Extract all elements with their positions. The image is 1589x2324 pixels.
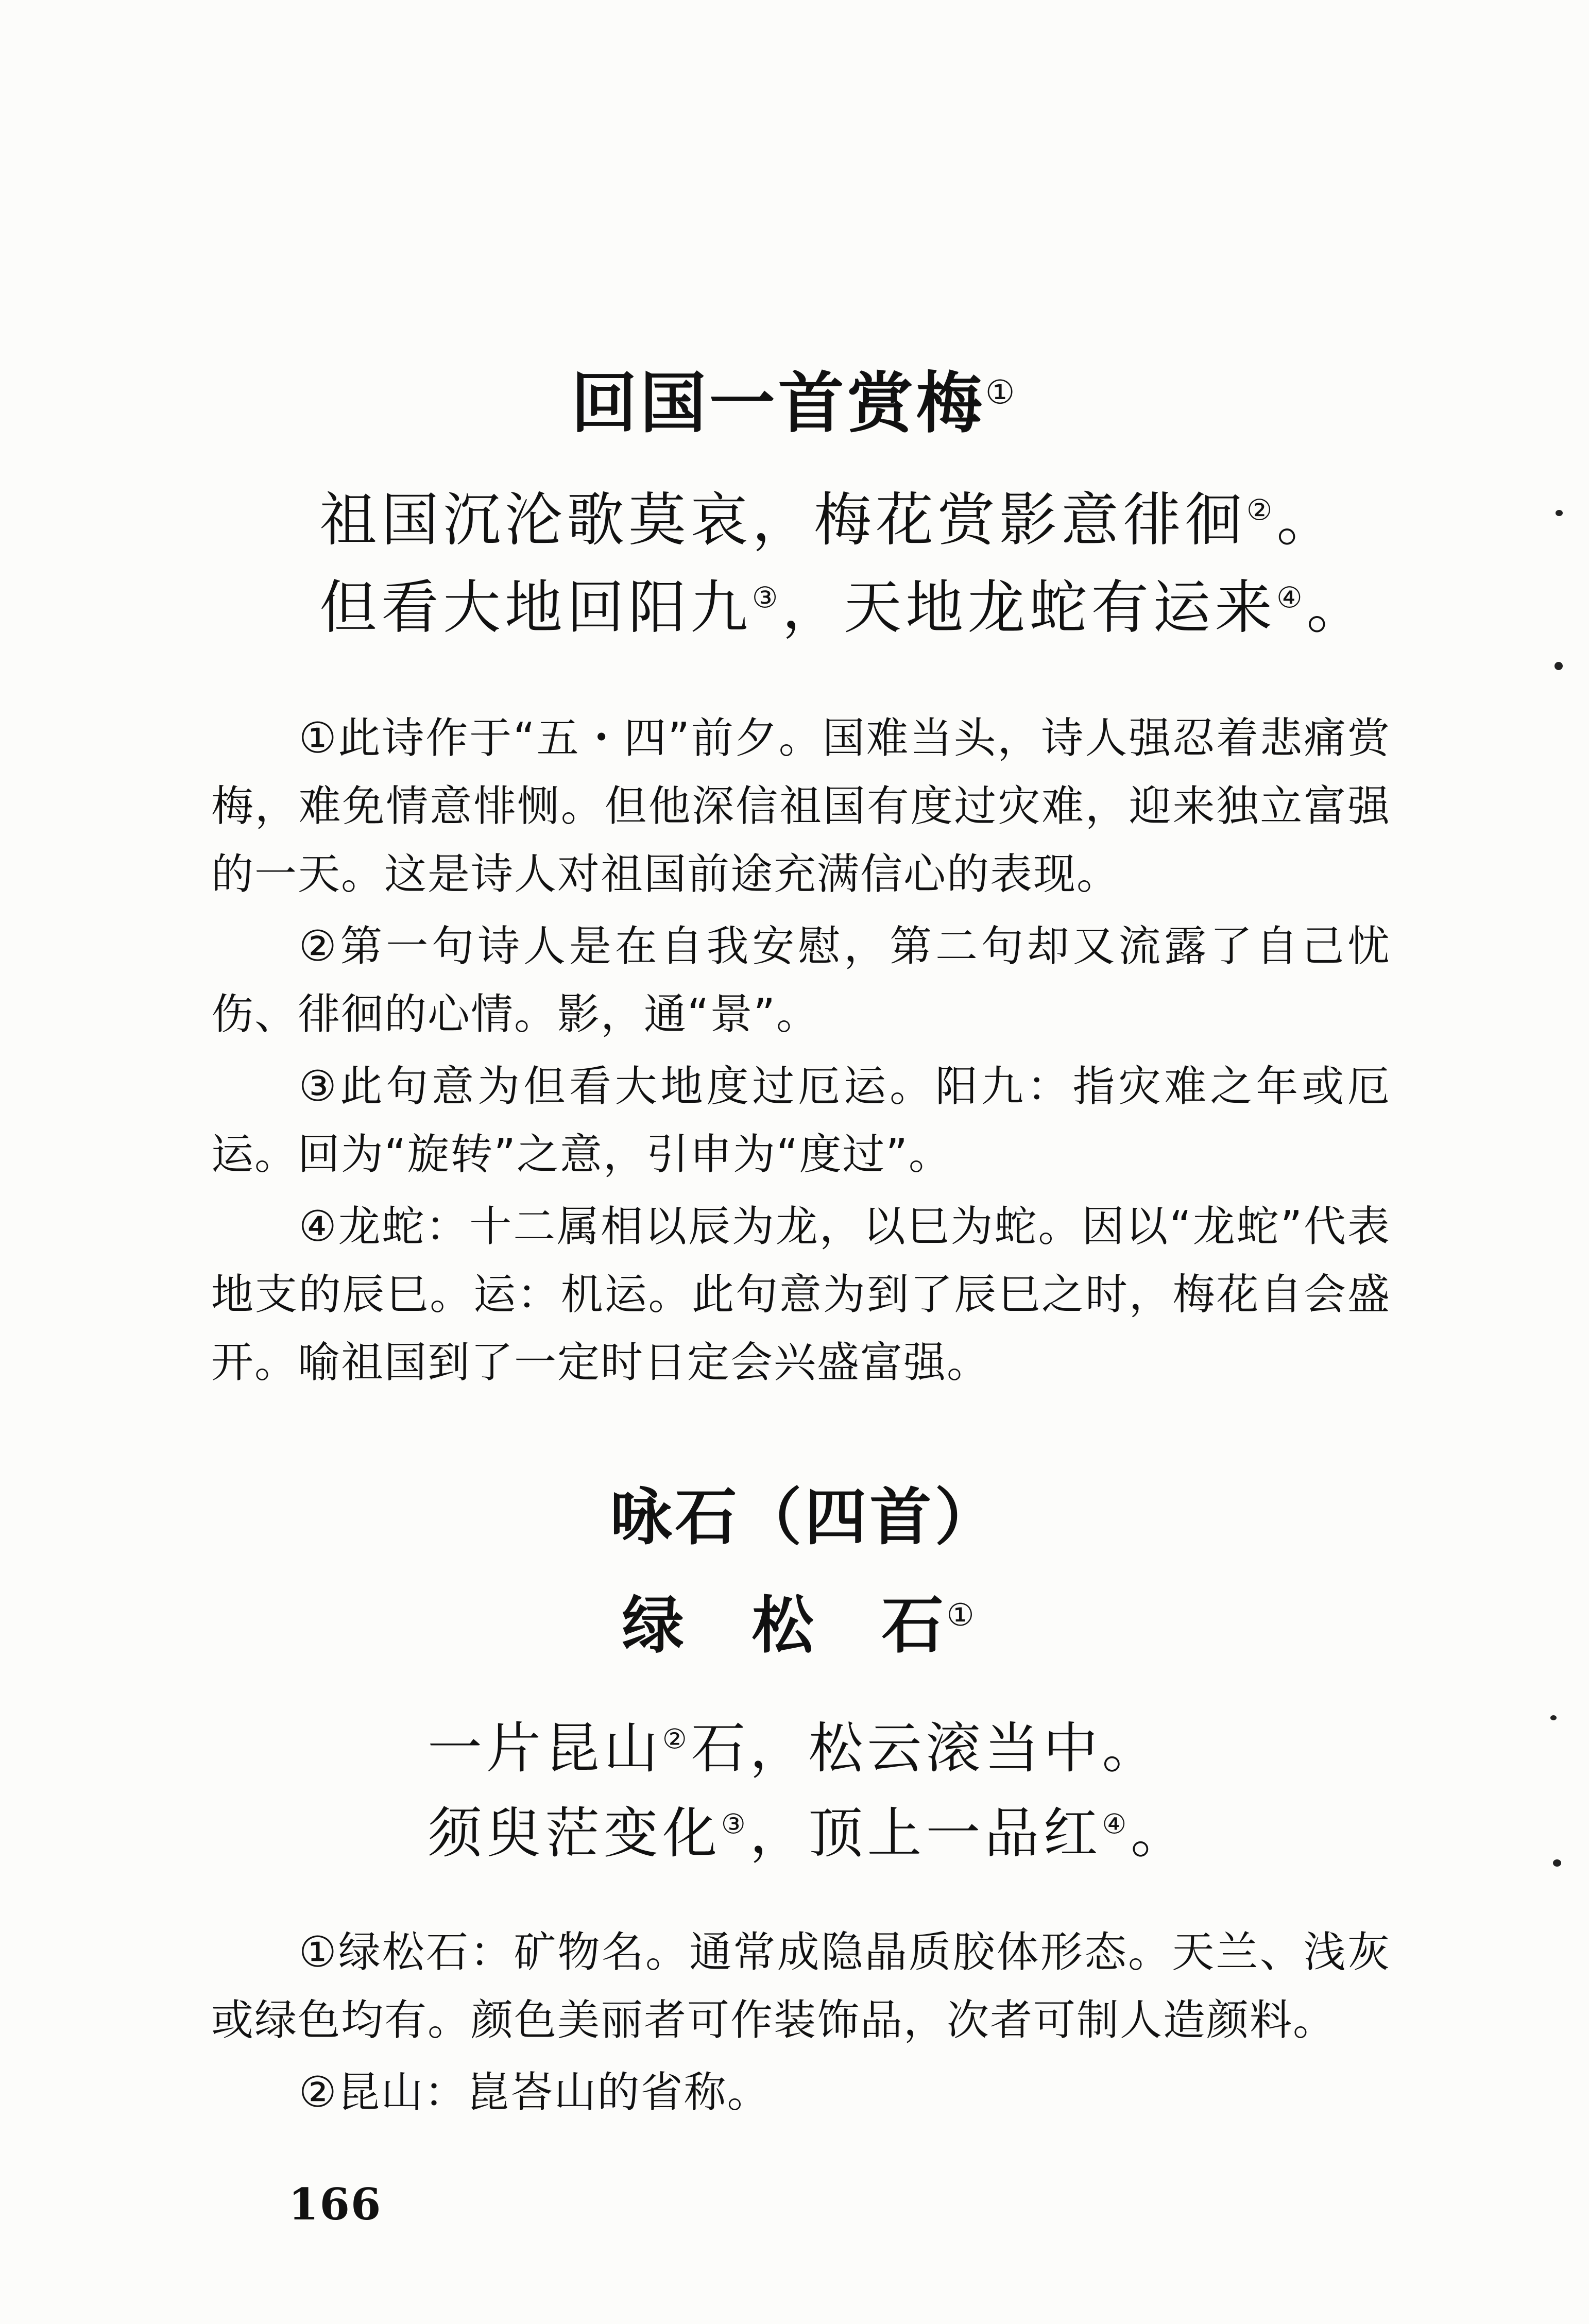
footnote: ①此诗作于“五・四”前夕。国难当头，诗人强忍着悲痛赏梅，难免情意悱恻。但他深信祖国有度过灾难，迎来独立富强的一天。这是诗人对祖国前途充满信心的表现。 bbox=[211, 714, 1391, 899]
footnote-marker: ③ bbox=[752, 581, 782, 615]
scan-speck bbox=[1550, 1715, 1557, 1720]
footnote-marker: ② bbox=[662, 1723, 691, 1755]
verse-punct: 。 bbox=[1276, 487, 1339, 554]
verse-text: 须臾茫变化 bbox=[428, 1802, 721, 1865]
notes-block-2 bbox=[211, 1919, 1391, 2127]
verse-line-2 bbox=[428, 1790, 1189, 1868]
poem-title bbox=[0, 1576, 1589, 1665]
verse-line-2 bbox=[319, 561, 1368, 644]
footnote: ②第一句诗人是在自我安慰，第二句却又流露了自己忧伤、徘徊的心情。影，通“景”。 bbox=[211, 922, 1391, 1039]
verse-text: ，天地龙蛇有运来 bbox=[782, 574, 1277, 641]
scan-speck bbox=[1554, 662, 1563, 670]
scan-speck bbox=[1553, 1859, 1561, 1867]
footnote-marker: ③ bbox=[721, 1808, 750, 1840]
notes-block-1 bbox=[211, 705, 1391, 1397]
footnote: ①绿松石：矿物名。通常成隐晶质胶体形态。天兰、浅灰或绿色均有。颜色美丽者可作装饰品，次者可制人造颜料。 bbox=[211, 1928, 1391, 2045]
footnote-marker: ① bbox=[985, 373, 1018, 412]
footnote-marker: ① bbox=[946, 1597, 978, 1633]
verse-punct: 。 bbox=[1306, 574, 1369, 641]
page-number: 166 bbox=[288, 2179, 382, 2230]
verse-text: 一片昆山 bbox=[428, 1717, 662, 1780]
footnote-marker: ② bbox=[1246, 493, 1277, 527]
footnote: ②昆山：崑峇山的省称。 bbox=[299, 2068, 771, 2117]
verse-text: 石，松云滚当中。 bbox=[691, 1717, 1161, 1780]
footnote: ④龙蛇：十二属相以辰为龙，以巳为蛇。因以“龙蛇”代表地支的辰巳。运：机运。此句意为到了辰巳之时，梅花自会盛开。喻祖国到了一定时日定会兴盛富强。 bbox=[211, 1202, 1391, 1387]
verse-text: ，顶上一品红 bbox=[749, 1802, 1102, 1865]
section-title bbox=[0, 1468, 1589, 1557]
poem-title-text: 绿 松 石 bbox=[622, 1590, 947, 1662]
verse-text: 祖国沉沦歌莫哀，梅花赏影意徘徊 bbox=[319, 487, 1246, 554]
scan-speck bbox=[1556, 510, 1563, 516]
poem-title-text: 回国一首赏梅 bbox=[571, 365, 985, 442]
footnote: ③此句意为但看大地度过厄运。阳九：指灾难之年或厄运。回为“旋转”之意，引申为“度过”。 bbox=[211, 1062, 1391, 1179]
section-title-text: 咏石（四首） bbox=[610, 1482, 1000, 1553]
poem-title bbox=[0, 350, 1589, 445]
verse-line-1 bbox=[428, 1705, 1161, 1783]
footnote-marker: ④ bbox=[1102, 1808, 1131, 1840]
verse-line-1 bbox=[319, 474, 1338, 557]
verse-text: 但看大地回阳九 bbox=[319, 574, 752, 641]
verse-punct: 。 bbox=[1131, 1802, 1190, 1865]
footnote-marker: ④ bbox=[1276, 581, 1307, 615]
